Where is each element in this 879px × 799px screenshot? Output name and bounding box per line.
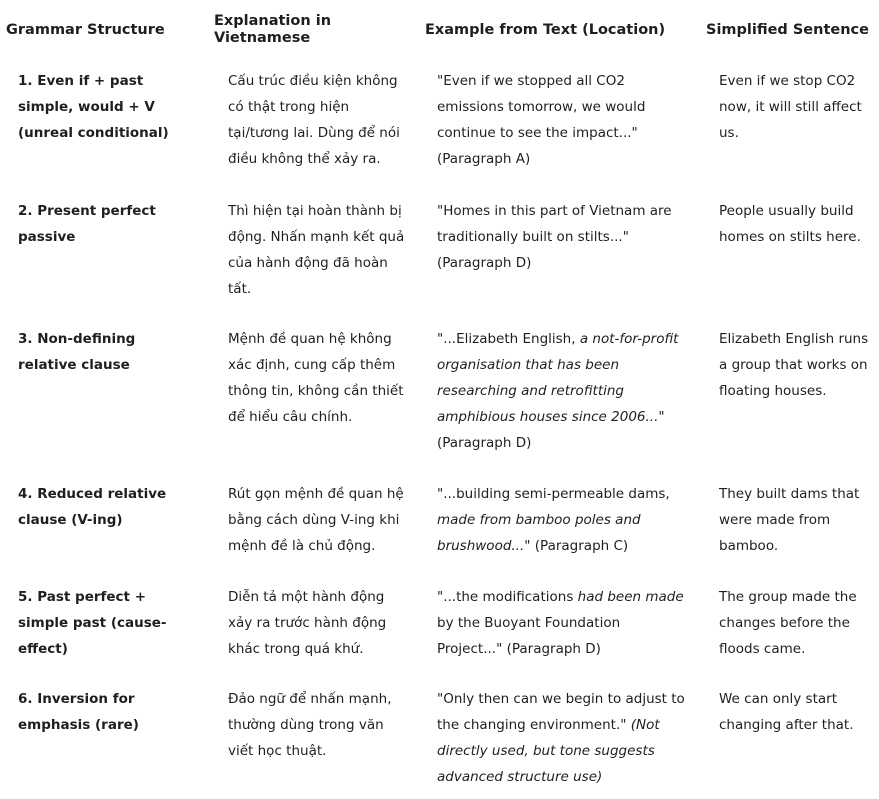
example-text: "Homes in this part of Vietnam are traditionally built on stilts..." (Paragraph D) xyxy=(437,203,672,271)
example-italic: had been made xyxy=(577,589,684,605)
row-example xyxy=(437,68,687,172)
row-example xyxy=(437,481,687,559)
row-explanation: Mệnh đề quan hệ không xác định, cung cấp thêm thông tin, không cần thiết để hiểu câu chính. xyxy=(228,331,404,425)
row-explanation: Đảo ngữ để nhấn mạnh, thường dùng trong văn viết học thuật. xyxy=(228,691,392,759)
row-structure: 2. Present perfect passive xyxy=(18,203,156,245)
example-italic: a not-for-profit organisation that has been researching and retrofitting amphibious houses since 2006... xyxy=(437,331,679,425)
row-explanation: Thì hiện tại hoàn thành bị động. Nhấn mạnh kết quả của hành động đã hoàn tất. xyxy=(228,203,405,297)
row-example xyxy=(437,326,687,456)
example-after: " (Paragraph D) xyxy=(437,409,665,451)
example-italic: made from bamboo poles and brushwood... xyxy=(437,512,641,554)
row-structure: 5. Past perfect + simple past (cause-effect) xyxy=(18,589,167,657)
example-text: "...the modifications xyxy=(437,589,578,605)
example-text: "Only then can we begin to adjust to the changing environment." xyxy=(437,691,685,733)
row-example xyxy=(437,686,687,790)
example-text: "...Elizabeth English, xyxy=(437,331,580,347)
example-after: by the Buoyant Foundation Project..." (Paragraph D) xyxy=(437,615,621,657)
row-simplified: Elizabeth English runs a group that works on floating houses. xyxy=(719,331,869,399)
header-simplified: Simplified Sentence xyxy=(706,22,869,38)
row-simplified: People usually build homes on stilts here. xyxy=(719,203,861,245)
row-structure: 1. Even if + past simple, would + V (unreal conditional) xyxy=(18,73,169,141)
header-example: Example from Text (Location) xyxy=(425,22,666,38)
row-example xyxy=(437,584,687,662)
row-simplified: We can only start changing after that. xyxy=(719,691,854,733)
header-structure: Grammar Structure xyxy=(6,22,165,38)
row-explanation: Diễn tả một hành động xảy ra trước hành động khác trong quá khứ. xyxy=(228,589,387,657)
example-text: "...building semi-permeable dams, xyxy=(437,486,670,502)
row-simplified: Even if we stop CO2 now, it will still affect us. xyxy=(719,73,862,141)
row-structure: 6. Inversion for emphasis (rare) xyxy=(18,691,139,733)
row-example xyxy=(437,198,687,276)
example-text: "Even if we stopped all CO2 emissions tomorrow, we would continue to see the impact..." (Paragraph A) xyxy=(437,73,646,167)
example-italic: (Not directly used, but tone suggests advanced structure use) xyxy=(437,717,660,785)
row-structure: 4. Reduced relative clause (V-ing) xyxy=(18,486,167,528)
row-structure: 3. Non-defining relative clause xyxy=(18,331,136,373)
example-after: " (Paragraph C) xyxy=(524,538,629,554)
row-explanation: Rút gọn mệnh đề quan hệ bằng cách dùng V-ing khi mệnh đề là chủ động. xyxy=(228,486,404,554)
header-explanation: Explanation in Vietnamese xyxy=(214,13,332,46)
row-explanation: Cấu trúc điều kiện không có thật trong hiện tại/tương lai. Dùng để nói điều không thể xảy ra. xyxy=(228,73,400,167)
row-simplified: They built dams that were made from bamboo. xyxy=(719,486,860,554)
row-simplified: The group made the changes before the floods came. xyxy=(719,589,857,657)
